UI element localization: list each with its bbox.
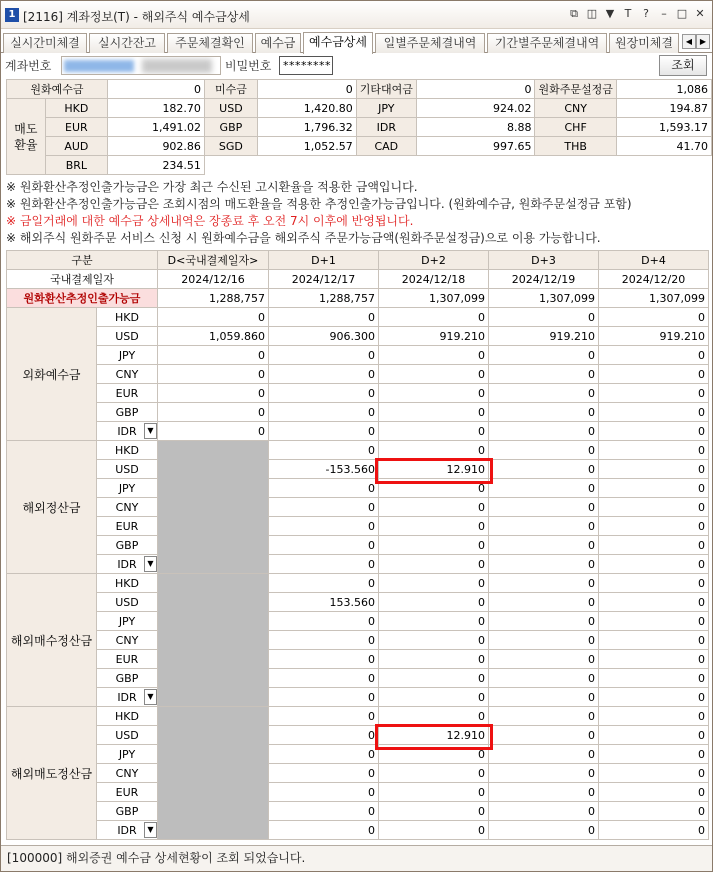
- rate-currency: CAD: [356, 137, 416, 156]
- rate-currency: BRL: [45, 156, 107, 175]
- table-row: [7, 327, 709, 346]
- currency-label: JPY: [97, 612, 158, 631]
- currency-label: CNY: [97, 764, 158, 783]
- rate-currency: AUD: [45, 137, 107, 156]
- grid-value: 0: [269, 346, 379, 365]
- title-bar: [1, 1, 712, 29]
- grid-value: 0: [489, 574, 599, 593]
- grid-value: 0: [599, 460, 709, 479]
- table-row: [7, 574, 709, 593]
- summary-value: 0: [257, 80, 356, 99]
- grid-value: 0: [379, 536, 489, 555]
- grid-value: 0: [379, 612, 489, 631]
- grid-value: 0: [489, 593, 599, 612]
- rate-currency: THB: [535, 137, 616, 156]
- grid-value: 0: [489, 517, 599, 536]
- disabled-cell: [158, 441, 269, 574]
- grid-value: 0: [379, 555, 489, 574]
- grid-value: 0: [379, 498, 489, 517]
- grid-value: 1,059.860: [158, 327, 269, 346]
- grid-value: 0: [269, 650, 379, 669]
- table-row: [7, 650, 709, 669]
- rate-currency: CNY: [535, 99, 616, 118]
- table-row: [7, 783, 709, 802]
- table-row: [7, 365, 709, 384]
- currency-label: USD: [97, 460, 158, 479]
- rate-currency: JPY: [356, 99, 416, 118]
- currency-label: EUR: [97, 384, 158, 403]
- currency-label: IDR: [117, 823, 137, 837]
- notes: [6, 179, 706, 247]
- table-row: [7, 802, 709, 821]
- password-field[interactable]: ********: [279, 56, 333, 75]
- rate-value: 234.51: [107, 156, 204, 175]
- table-row: [7, 631, 709, 650]
- grid-value: 0: [489, 536, 599, 555]
- grid-column-header: D<국내결제일자>: [158, 251, 269, 270]
- grid-value: 0: [489, 441, 599, 460]
- grid-column-header: D+1: [269, 251, 379, 270]
- note-line: ※ 원화환산추정인출가능금은 가장 최근 수신된 고시환율을 적용한 금액입니다.: [6, 180, 418, 194]
- grid-column-header: D+2: [379, 251, 489, 270]
- currency-select[interactable]: [97, 821, 158, 840]
- tab-order-confirm[interactable]: 주문체결확인: [167, 33, 253, 53]
- currency-label: CNY: [97, 498, 158, 517]
- grid-value: 0: [379, 745, 489, 764]
- account-number-field[interactable]: [61, 56, 221, 75]
- tab-deposit-detail[interactable]: 예수금상세: [303, 32, 373, 54]
- currency-label: USD: [97, 327, 158, 346]
- total-withdrawable-value: 1,307,099: [599, 289, 709, 308]
- table-row: [7, 745, 709, 764]
- summary-label: 미수금: [204, 80, 257, 99]
- split-icon[interactable]: ◫: [586, 7, 598, 20]
- currency-label: EUR: [97, 517, 158, 536]
- masked-account-name: [142, 59, 212, 73]
- currency-label: IDR: [117, 424, 137, 438]
- grid-value: 0: [599, 365, 709, 384]
- grid-value: 0: [269, 745, 379, 764]
- note-line: ※ 해외주식 원화주문 서비스 신청 시 원화예수금을 해외주식 주문가능금액(원화주문설정금)으로 이용 가능합니다.: [6, 231, 601, 245]
- rate-currency: GBP: [204, 118, 257, 137]
- summary-table: [6, 79, 712, 175]
- grid-value: 0: [158, 365, 269, 384]
- grid-value: 0: [379, 384, 489, 403]
- group-label: 외화예수금: [7, 308, 97, 441]
- tab-next-icon[interactable]: ▶: [696, 34, 710, 49]
- grid-value: 906.300: [269, 327, 379, 346]
- total-withdrawable-value: 1,288,757: [269, 289, 379, 308]
- tab-ledger-unfilled[interactable]: 원장미체결: [609, 33, 679, 53]
- table-row: [7, 555, 709, 574]
- status-bar: [100000] 해외증권 예수금 상세현황이 조회 되었습니다.: [1, 845, 712, 871]
- account-number-label: 계좌번호: [5, 59, 52, 73]
- disabled-cell: [158, 707, 269, 840]
- grid-value: 0: [379, 346, 489, 365]
- grid-value: 0: [158, 384, 269, 403]
- grid-value: 0: [379, 631, 489, 650]
- grid-value: 0: [599, 764, 709, 783]
- grid-value: 0: [379, 441, 489, 460]
- rate-currency: USD: [204, 99, 257, 118]
- grid-value: 0: [269, 403, 379, 422]
- currency-select[interactable]: [97, 422, 158, 441]
- table-row: [7, 612, 709, 631]
- grid-value: 0: [269, 479, 379, 498]
- grid-value: 0: [379, 308, 489, 327]
- grid-value: 0: [599, 574, 709, 593]
- rate-value: 1,491.02: [107, 118, 204, 137]
- grid-value: 0: [269, 707, 379, 726]
- chevron-down-icon[interactable]: ▼: [144, 423, 157, 439]
- table-row: [7, 821, 709, 840]
- restore-icon[interactable]: ⧉: [570, 7, 578, 20]
- group-label: 해외매수정산금: [7, 574, 97, 707]
- rate-value: 997.65: [416, 137, 535, 156]
- grid-value: 12.910: [379, 460, 489, 479]
- table-row: [7, 764, 709, 783]
- grid-value: 0: [599, 688, 709, 707]
- sell-rate-label: 매도 환율: [7, 99, 46, 175]
- grid-value: 0: [599, 384, 709, 403]
- chevron-down-icon[interactable]: ▼: [144, 822, 157, 838]
- grid-value: 0: [489, 783, 599, 802]
- grid-value: 0: [269, 783, 379, 802]
- grid-value: 0: [599, 631, 709, 650]
- grid-value: 0: [379, 783, 489, 802]
- grid-value: 0: [379, 669, 489, 688]
- grid-value: 0: [269, 441, 379, 460]
- rate-currency: IDR: [356, 118, 416, 137]
- grid-value: 0: [379, 365, 489, 384]
- grid-value: 0: [158, 346, 269, 365]
- grid-value: 0: [489, 308, 599, 327]
- rate-value: 182.70: [107, 99, 204, 118]
- grid-value: 0: [269, 612, 379, 631]
- grid-value: 0: [379, 574, 489, 593]
- highlight-box: [375, 458, 493, 484]
- grid-value: 0: [489, 669, 599, 688]
- currency-label: CNY: [97, 365, 158, 384]
- grid-value: 0: [158, 403, 269, 422]
- currency-select[interactable]: [97, 555, 158, 574]
- grid-value: 0: [489, 802, 599, 821]
- summary-value: 0: [107, 80, 204, 99]
- grid-value: 919.210: [379, 327, 489, 346]
- rate-currency: CHF: [535, 118, 616, 137]
- grid-value: 0: [599, 669, 709, 688]
- table-row: [7, 498, 709, 517]
- note-line: ※ 원화환산추정인출가능금은 조회시점의 매도환율을 적용한 추정인출가능금입니다. (원화예수금, 원화주문설정금 포함): [6, 197, 632, 211]
- grid-value: 0: [158, 308, 269, 327]
- rate-currency: HKD: [45, 99, 107, 118]
- grid-value: 0: [379, 707, 489, 726]
- grid-value: 0: [599, 479, 709, 498]
- currency-label: USD: [97, 726, 158, 745]
- rate-currency: SGD: [204, 137, 257, 156]
- help-icon[interactable]: ?: [643, 7, 649, 20]
- grid-value: 0: [599, 821, 709, 840]
- table-row: [7, 384, 709, 403]
- grid-value: 0: [599, 612, 709, 631]
- grid-value: 0: [269, 384, 379, 403]
- grid-value: 153.560: [269, 593, 379, 612]
- grid-settlement-date: 2024/12/16: [158, 270, 269, 289]
- currency-label: USD: [97, 593, 158, 612]
- font-icon[interactable]: T: [624, 7, 632, 20]
- grid-value: 0: [489, 365, 599, 384]
- grid-value: 0: [379, 403, 489, 422]
- grid-value: 0: [269, 821, 379, 840]
- grid-value: 0: [599, 536, 709, 555]
- tab-deposit[interactable]: 예수금: [255, 33, 301, 53]
- currency-label: JPY: [97, 346, 158, 365]
- chevron-down-icon[interactable]: ▼: [144, 689, 157, 705]
- grid-value: 0: [269, 688, 379, 707]
- total-withdrawable-value: 1,307,099: [379, 289, 489, 308]
- rate-value: 1,052.57: [257, 137, 356, 156]
- chevron-down-icon[interactable]: ▼: [144, 556, 157, 572]
- summary-value: 1,086: [616, 80, 711, 99]
- grid-value: 0: [379, 517, 489, 536]
- currency-select[interactable]: [97, 688, 158, 707]
- grid-value: -153.560: [269, 460, 379, 479]
- table-row: [7, 707, 709, 726]
- table-row: [7, 688, 709, 707]
- highlight-box: [375, 724, 493, 750]
- grid-column-header: D+3: [489, 251, 599, 270]
- currency-label: HKD: [97, 441, 158, 460]
- close-icon[interactable]: ✕: [695, 7, 705, 20]
- grid-value: 12.910: [379, 726, 489, 745]
- grid-value: 0: [599, 726, 709, 745]
- rate-value: 1,593.17: [616, 118, 711, 137]
- table-row: [7, 536, 709, 555]
- grid-value: 0: [379, 593, 489, 612]
- grid-value: 0: [489, 688, 599, 707]
- currency-label: EUR: [97, 783, 158, 802]
- empty-cell: [204, 156, 711, 175]
- masked-account-number: [64, 60, 134, 72]
- grid-value: 0: [599, 422, 709, 441]
- grid-value: 0: [489, 403, 599, 422]
- table-row: [7, 346, 709, 365]
- window-number-badge: 1: [5, 8, 19, 22]
- account-row: [1, 53, 712, 77]
- total-withdrawable-value: 1,307,099: [489, 289, 599, 308]
- grid-value: 0: [599, 555, 709, 574]
- table-row: [7, 403, 709, 422]
- rate-value: 41.70: [616, 137, 711, 156]
- grid-value: 0: [599, 308, 709, 327]
- grid-value: 0: [269, 498, 379, 517]
- group-label: 해외정산금: [7, 441, 97, 574]
- grid-value: 0: [599, 802, 709, 821]
- maximize-icon[interactable]: □: [676, 7, 688, 20]
- grid-value: 919.210: [489, 327, 599, 346]
- grid-value: 0: [379, 479, 489, 498]
- grid-value: 0: [489, 726, 599, 745]
- tab-bar: [1, 31, 712, 53]
- currency-label: GBP: [97, 669, 158, 688]
- grid-value: 0: [269, 802, 379, 821]
- grid-date-label: 국내결제일자: [7, 270, 158, 289]
- grid-value: 0: [599, 403, 709, 422]
- grid-settlement-date: 2024/12/18: [379, 270, 489, 289]
- grid-value: 0: [269, 517, 379, 536]
- grid-value: 0: [269, 764, 379, 783]
- grid-value: 0: [489, 384, 599, 403]
- grid-value: 0: [489, 631, 599, 650]
- grid-value: 0: [379, 422, 489, 441]
- search-button[interactable]: 조회: [659, 55, 707, 76]
- rate-value: 194.87: [616, 99, 711, 118]
- grid-value: 0: [269, 726, 379, 745]
- grid-value: 0: [269, 536, 379, 555]
- rate-value: 1,420.80: [257, 99, 356, 118]
- tab-scroll-controls: [682, 34, 710, 49]
- currency-label: HKD: [97, 308, 158, 327]
- grid-value: 0: [269, 631, 379, 650]
- table-row: [7, 441, 709, 460]
- grid-value: 0: [379, 764, 489, 783]
- table-row: [7, 726, 709, 745]
- tab-realtime-unfilled[interactable]: 실시간미체결: [3, 33, 87, 53]
- grid-column-header: D+4: [599, 251, 709, 270]
- grid-value: 0: [269, 669, 379, 688]
- grid-header-label: 구분: [7, 251, 158, 270]
- grid-value: 0: [269, 555, 379, 574]
- table-row: [7, 460, 709, 479]
- currency-label: IDR: [117, 690, 137, 704]
- summary-label: 기타대여금: [356, 80, 416, 99]
- grid-settlement-date: 2024/12/20: [599, 270, 709, 289]
- grid-value: 0: [489, 479, 599, 498]
- grid-value: 0: [489, 346, 599, 365]
- summary-label: 원화주문설정금: [535, 80, 616, 99]
- grid-value: 0: [489, 422, 599, 441]
- summary-value: 0: [416, 80, 535, 99]
- grid-value: 0: [489, 821, 599, 840]
- table-row: [7, 422, 709, 441]
- currency-label: GBP: [97, 536, 158, 555]
- rate-value: 924.02: [416, 99, 535, 118]
- rate-value: 902.86: [107, 137, 204, 156]
- table-row: [7, 517, 709, 536]
- disabled-cell: [158, 574, 269, 707]
- grid-value: 0: [599, 707, 709, 726]
- grid-value: 0: [379, 821, 489, 840]
- grid-value: 0: [489, 555, 599, 574]
- grid-value: 0: [599, 650, 709, 669]
- grid-value: 0: [489, 707, 599, 726]
- grid-value: 0: [269, 308, 379, 327]
- tab-realtime-balance[interactable]: 실시간잔고: [89, 33, 165, 53]
- pin-icon[interactable]: ▼: [605, 7, 615, 20]
- grid-value: 0: [489, 745, 599, 764]
- table-row: [7, 669, 709, 688]
- total-withdrawable-label: 원화환산추정인출가능금: [7, 289, 158, 308]
- grid-value: 0: [599, 593, 709, 612]
- grid-value: 0: [599, 441, 709, 460]
- rate-value: 8.88: [416, 118, 535, 137]
- grid-value: 0: [489, 460, 599, 479]
- grid-value: 0: [489, 498, 599, 517]
- currency-label: JPY: [97, 479, 158, 498]
- currency-label: HKD: [97, 574, 158, 593]
- grid-value: 0: [269, 574, 379, 593]
- grid-value: 0: [489, 612, 599, 631]
- grid-value: 919.210: [599, 327, 709, 346]
- summary-label: 원화예수금: [7, 80, 108, 99]
- rate-currency: EUR: [45, 118, 107, 137]
- tab-prev-icon[interactable]: ◀: [682, 34, 696, 49]
- grid-value: 0: [599, 517, 709, 536]
- grid-value: 0: [599, 346, 709, 365]
- grid-settlement-date: 2024/12/17: [269, 270, 379, 289]
- grid-value: 0: [269, 422, 379, 441]
- grid-value: 0: [379, 650, 489, 669]
- grid-value: 0: [489, 764, 599, 783]
- group-label: 해외매도정산금: [7, 707, 97, 840]
- currency-label: GBP: [97, 403, 158, 422]
- grid-value: 0: [489, 650, 599, 669]
- grid-value: 0: [269, 365, 379, 384]
- table-row: [7, 479, 709, 498]
- tab-daily-orders[interactable]: 일별주문체결내역: [375, 33, 485, 53]
- currency-label: JPY: [97, 745, 158, 764]
- currency-label: IDR: [117, 557, 137, 571]
- grid-value: 0: [158, 422, 269, 441]
- note-line-warning: ※ 금일거래에 대한 예수금 상세내역은 장종료 후 오전 7시 이후에 반영됩니다.: [6, 214, 414, 228]
- grid-value: 0: [599, 783, 709, 802]
- rate-value: 1,796.32: [257, 118, 356, 137]
- table-row: [7, 593, 709, 612]
- grid-value: 0: [599, 498, 709, 517]
- grid-value: 0: [379, 802, 489, 821]
- title-bar-controls: [568, 7, 706, 21]
- currency-label: EUR: [97, 650, 158, 669]
- currency-label: GBP: [97, 802, 158, 821]
- currency-label: HKD: [97, 707, 158, 726]
- grid-value: 0: [599, 745, 709, 764]
- window-title: [2116] 계좌정보(T) - 해외주식 예수금상세: [23, 10, 250, 24]
- total-withdrawable-value: 1,288,757: [158, 289, 269, 308]
- currency-label: CNY: [97, 631, 158, 650]
- minimize-icon[interactable]: –: [661, 7, 667, 20]
- tab-period-orders[interactable]: 기간별주문체결내역: [487, 33, 607, 53]
- grid-settlement-date: 2024/12/19: [489, 270, 599, 289]
- password-label: 비밀번호: [225, 59, 272, 73]
- deposit-detail-grid: [6, 250, 709, 840]
- table-row: [7, 308, 709, 327]
- grid-value: 0: [379, 688, 489, 707]
